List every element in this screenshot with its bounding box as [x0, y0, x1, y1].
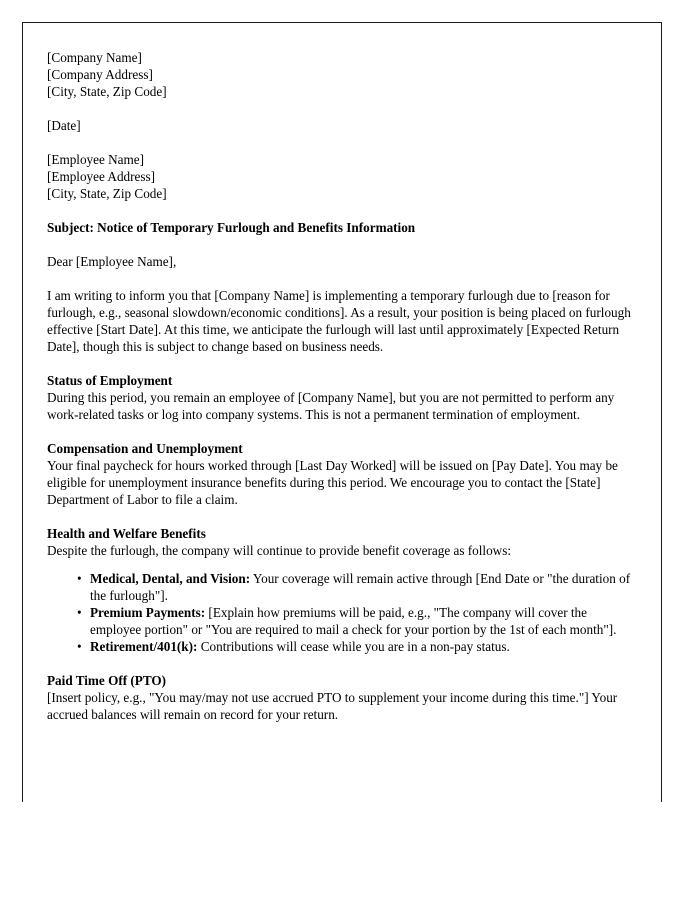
spacer-before-compensation-section — [47, 423, 635, 440]
list-item — [77, 604, 635, 638]
bullet-label-premium-payments: Premium Payments: — [90, 605, 206, 620]
sender-city-state-zip: [City, State, Zip Code] — [47, 84, 167, 99]
spacer-after-salutation — [47, 270, 635, 287]
letter-content — [47, 49, 635, 723]
section-body-compensation-and-unemployment: Your final paycheck for hours worked through [Last Day Worked] will be issued on [Pay Date]. You may be eligible for unemployment insurance benefits during this period. We encourage you to contact the [State] Department of Labor to file a claim. — [47, 458, 618, 507]
recipient-employee-address: [Employee Address] — [47, 169, 156, 184]
section-body-health-and-welfare-benefits: Despite the furlough, the company will continue to provide benefit coverage as follows: — [47, 543, 511, 558]
sender-company-name: [Company Name] — [47, 50, 142, 65]
bullet-label-medical-dental-vision: Medical, Dental, and Vision: — [90, 571, 251, 586]
spacer-after-sender — [47, 100, 635, 117]
recipient-employee-name: [Employee Name] — [47, 152, 145, 167]
bullet-text-premium-payments: [Explain how premiums will be paid, e.g., "The company will cover the employee portion" or "You are required to mail a check for your portion by the 1st of each month"]. — [90, 605, 617, 637]
bullet-text-medical-dental-vision: Your coverage will remain active through [End Date or "the duration of the furlough"]. — [90, 571, 631, 603]
spacer-before-bullets — [47, 559, 635, 570]
sender-address-block — [47, 49, 635, 100]
list-item — [77, 570, 635, 604]
spacer-before-status-section — [47, 355, 635, 372]
spacer-after-subject — [47, 236, 635, 253]
list-item — [77, 638, 635, 655]
spacer-before-pto-section — [47, 655, 635, 672]
section-heading-paid-time-off: Paid Time Off (PTO) — [47, 673, 167, 688]
section-body-paid-time-off: [Insert policy, e.g., "You may/may not use accrued PTO to supplement your income during this time."] Your accrued balances will remain on record for your return. — [47, 690, 618, 722]
bullet-marker-icon: • — [77, 571, 82, 586]
sender-company-address: [Company Address] — [47, 67, 153, 82]
opening-paragraph: I am writing to inform you that [Company Name] is implementing a temporary furlough due to [reason for furlough, e.g., seasonal slowdown/economic conditions]. As a result, your position is being placed on furlough effective [Start Date]. At this time, we anticipate the furlough will last until approximately [Expected Return Date], though this is subject to change based on business needs. — [47, 288, 631, 354]
recipient-city-state-zip: [City, State, Zip Code] — [47, 186, 167, 201]
document-body — [23, 23, 661, 723]
section-heading-status-of-employment: Status of Employment — [47, 373, 173, 388]
section-heading-compensation-and-unemployment: Compensation and Unemployment — [47, 441, 243, 456]
section-body-status-of-employment: During this period, you remain an employee of [Company Name], but you are not permitted to perform any work-related tasks or log into company systems. This is not a permanent termination of employment. — [47, 390, 615, 422]
spacer-after-date — [47, 134, 635, 151]
document-page — [22, 22, 662, 802]
bullet-label-retirement-401k: Retirement/401(k): — [90, 639, 198, 654]
benefits-bullet-list — [47, 570, 635, 655]
recipient-address-block — [47, 151, 635, 202]
subject-line: Subject: Notice of Temporary Furlough and Benefits Information — [47, 220, 416, 235]
salutation: Dear [Employee Name], — [47, 254, 177, 269]
bullet-marker-icon: • — [77, 605, 82, 620]
bullet-marker-icon: • — [77, 639, 82, 654]
spacer-before-benefits-section — [47, 508, 635, 525]
bullet-text-retirement-401k: Contributions will cease while you are in a non-pay status. — [197, 639, 510, 654]
date-line: [Date] — [47, 118, 81, 133]
section-heading-health-and-welfare-benefits: Health and Welfare Benefits — [47, 526, 206, 541]
spacer-after-recipient — [47, 202, 635, 219]
